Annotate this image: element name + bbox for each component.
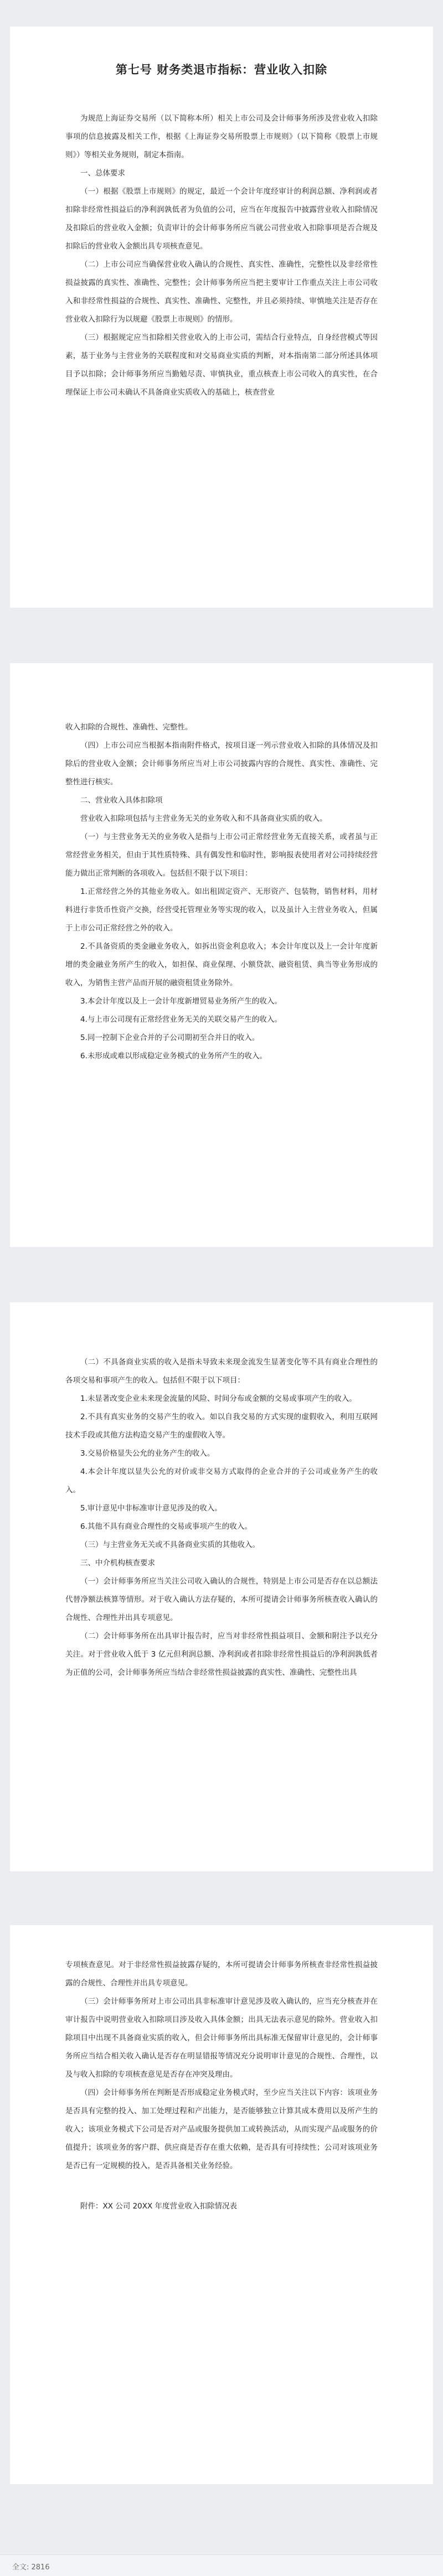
list-item: 6.未形成或难以形成稳定业务模式的业务所产生的收入。: [80, 1052, 267, 1061]
paragraph: （二）会计师事务所在出具审计报告时，应当对非经常性损益项目、金额和附注予以充分关注。对于营业收入低于 3 亿元但利润总额、净利润或者扣除非经常性损益后的净利润孰低者为正值的公司，会计师事务所应当结合非经常性损益披露的真实性、准确性、完整性出具: [65, 1632, 378, 1677]
list-item: 1.正常经营之外的其他业务收入。如出租固定资产、无形资产、包装物，销售材料，用材料进行非货币性资产交换，经营受托管理业务等实现的收入，以及虽计入主营业务收入，但属于上市公司正常经营之外的收入。: [65, 887, 378, 933]
paragraph: （二）上市公司应当确保营业收入确认的合规性、真实性、准确性，完整性以及非经常性损益披露的真实性、准确性、完整性；会计师事务所应当把主要审计工作重点关注上市公司收入和非经常性损益的合规性、真实性、准确性、完整性，并且必须持续、审慎地关注是否存在营业收入扣除行为以规避《股票上市规则》的情形。: [65, 260, 378, 324]
paragraph: （四）会计师事务所在判断是否形成稳定业务模式时，至少应当关注以下内容：该项业务是否具有完整的投入、加工处理过程和产出能力，是否能够独立计算其成本费用以及所产生的收入；该项业务模式下公司是否对产品或服务提供加工或转换活动，从而实现产品或服务的价值提升；该项业务的客户群、供应商是否存在重大依赖，是否具有可持续性；公司对该项业务是否已有一定规模的投入，是否具备相关业务经验。: [65, 2088, 378, 2170]
section-heading-intermediaries: 三、中介机构核查要求: [80, 1559, 155, 1568]
paragraph: （一）根据《股票上市规则》的规定，最近一个会计年度经审计的利润总额、净利润或者扣除非经常性损益后的净利润孰低者为负值的公司，应当在年度报告中披露营业收入扣除情况及扣除后的营业收入金额；负责审计的会计师事务所应当就公司营业收入扣除事项是否合规及扣除后的营业收入金额出具专项核查意见。: [65, 187, 378, 251]
list-item: 1.未显著改变企业未来现金流量的风险、时间分布或金额的交易或事项产生的收入。: [80, 1394, 357, 1403]
status-bar: [0, 2554, 443, 2576]
paragraph: （一）会计师事务所应当关注公司收入确认的合规性，特别是上市公司是否存在以总额法代替净额法核算等情形。对于收入确认方法存疑的，本所可提请会计师事务所核查收入确认的合规性、合理性并出具专项意见。: [65, 1577, 378, 1622]
paragraph: （一）与主营业务无关的业务收入是指与上市公司正常经营业务无直接关系，或者虽与正常经营业务相关，但由于其性质特殊、具有偶发性和临时性，影响报表使用者对公司持续经营能力做出正常判断的各项收入。包括但不限于以下项目：: [65, 832, 378, 878]
paragraph: （四）上市公司应当根据本指南附件格式，按项目逐一列示营业收入扣除的具体情况及扣除后的营业收入金额；会计师事务所应当对上市公司披露内容的合规性、真实性、准确性、完整性进行核实。: [65, 741, 378, 787]
list-item: 4.与上市公司现有正常经营业务无关的关联交易产生的收入。: [80, 1015, 282, 1024]
paragraph: 专项核查意见。对于非经常性损益披露存疑的，本所可提请会计师事务所核查非经常性损益披露的合规性、合理性并出具专项意见。: [65, 1961, 378, 1988]
paragraph: 收入扣除的合规性、准确性、完整性。: [65, 723, 193, 732]
paragraph: （二）不具备商业实质的收入是指未导致未来现金流发生显著变化等不具有商业合理性的各项交易和事项产生的收入。包括但不限于以下项目：: [65, 1358, 378, 1385]
document-page-1: [10, 27, 433, 608]
section-heading-general: 一、总体要求: [80, 169, 125, 178]
word-count: 全文: 2816: [12, 2563, 50, 2572]
document-title: 第七号 财务类退市指标：营业收入扣除: [115, 63, 328, 76]
paragraph-intro: 为规范上海证券交易所（以下简称本所）相关上市公司及会计师事务所涉及营业收入扣除事项的信息披露及相关工作，根据《上海证券交易所股票上市规则》（以下简称《股票上市规则》）等相关业务规则，制定本指南。: [65, 114, 378, 159]
document-page-2: [10, 663, 433, 1247]
section-heading-deductions: 二、营业收入具体扣除项: [80, 796, 163, 805]
list-item: 2.不具备资质的类金融业务收入，如拆出资金利息收入；本会计年度以及上一会计年度新增的类金融业务所产生的收入，如担保、商业保理、小额贷款、融资租赁、典当等业务形成的收入，为销售主营产品而开展的融资租赁业务除外。: [65, 942, 378, 987]
list-item: 3.交易价格显失公允的业务产生的收入。: [80, 1449, 215, 1458]
paragraph: （三）根据规定应当扣除相关营业收入的上市公司，需结合行业特点，自身经营模式等因素，基于业务与主营业务的关联程度和对交易商业实质的判断，对本指南第二部分所述具体项目予以扣除；会计师事务所应当勤勉尽责、审慎执业，重点核查上市公司收入的真实性，在合理保证上市公司未确认不具备商业实质收入的基础上，核查营业: [65, 333, 378, 397]
document-page-3: [10, 1302, 433, 1871]
list-item: 2.不具有真实业务的交易产生的收入。如以自我交易的方式实现的虚假收入，利用互联网技术手段或其他方法构造交易产生的虚假收入等。: [65, 1413, 378, 1440]
list-item: 3.本会计年度以及上一会计年度新增贸易业务所产生的收入。: [80, 997, 282, 1006]
paragraph: （三）与主营业务无关或不具备商业实质的其他收入。: [80, 1540, 260, 1549]
list-item: 6.其他不具有商业合理性的交易或事项产生的收入。: [80, 1522, 252, 1531]
list-item: 5.同一控制下企业合并的子公司期初至合并日的收入。: [80, 1033, 260, 1042]
paragraph: 营业收入扣除项包括与主营业务无关的业务收入和不具备商业实质的收入。: [80, 814, 327, 823]
document-page-4: [10, 1925, 433, 2484]
list-item: 4.本会计年度以显失公允的对价或非交易方式取得的企业合并的子公司或业务产生的收入。: [65, 1467, 378, 1494]
attachment-note: 附件：XX 公司 20XX 年度营业收入扣除情况表: [80, 2202, 238, 2211]
paragraph: （三）会计师事务所对上市公司出具非标准审计意见涉及收入确认的，应当充分核查并在审计报告中说明营业收入扣除项目涉及收入具体金额；出具无法表示意见的除外。营业收入扣除项目中出现不具备商业实质的收入，但会计师事务所出具标准无保留审计意见的，会计师事务所应当结合相关收入确认是否存在明显错报等情况充分说明审计意见的合规性、合理性，以及与收入扣除的专项核查意见是否存在冲突及理由。: [65, 1997, 378, 2079]
list-item: 5.审计意见中非标准审计意见涉及的收入。: [80, 1504, 222, 1513]
